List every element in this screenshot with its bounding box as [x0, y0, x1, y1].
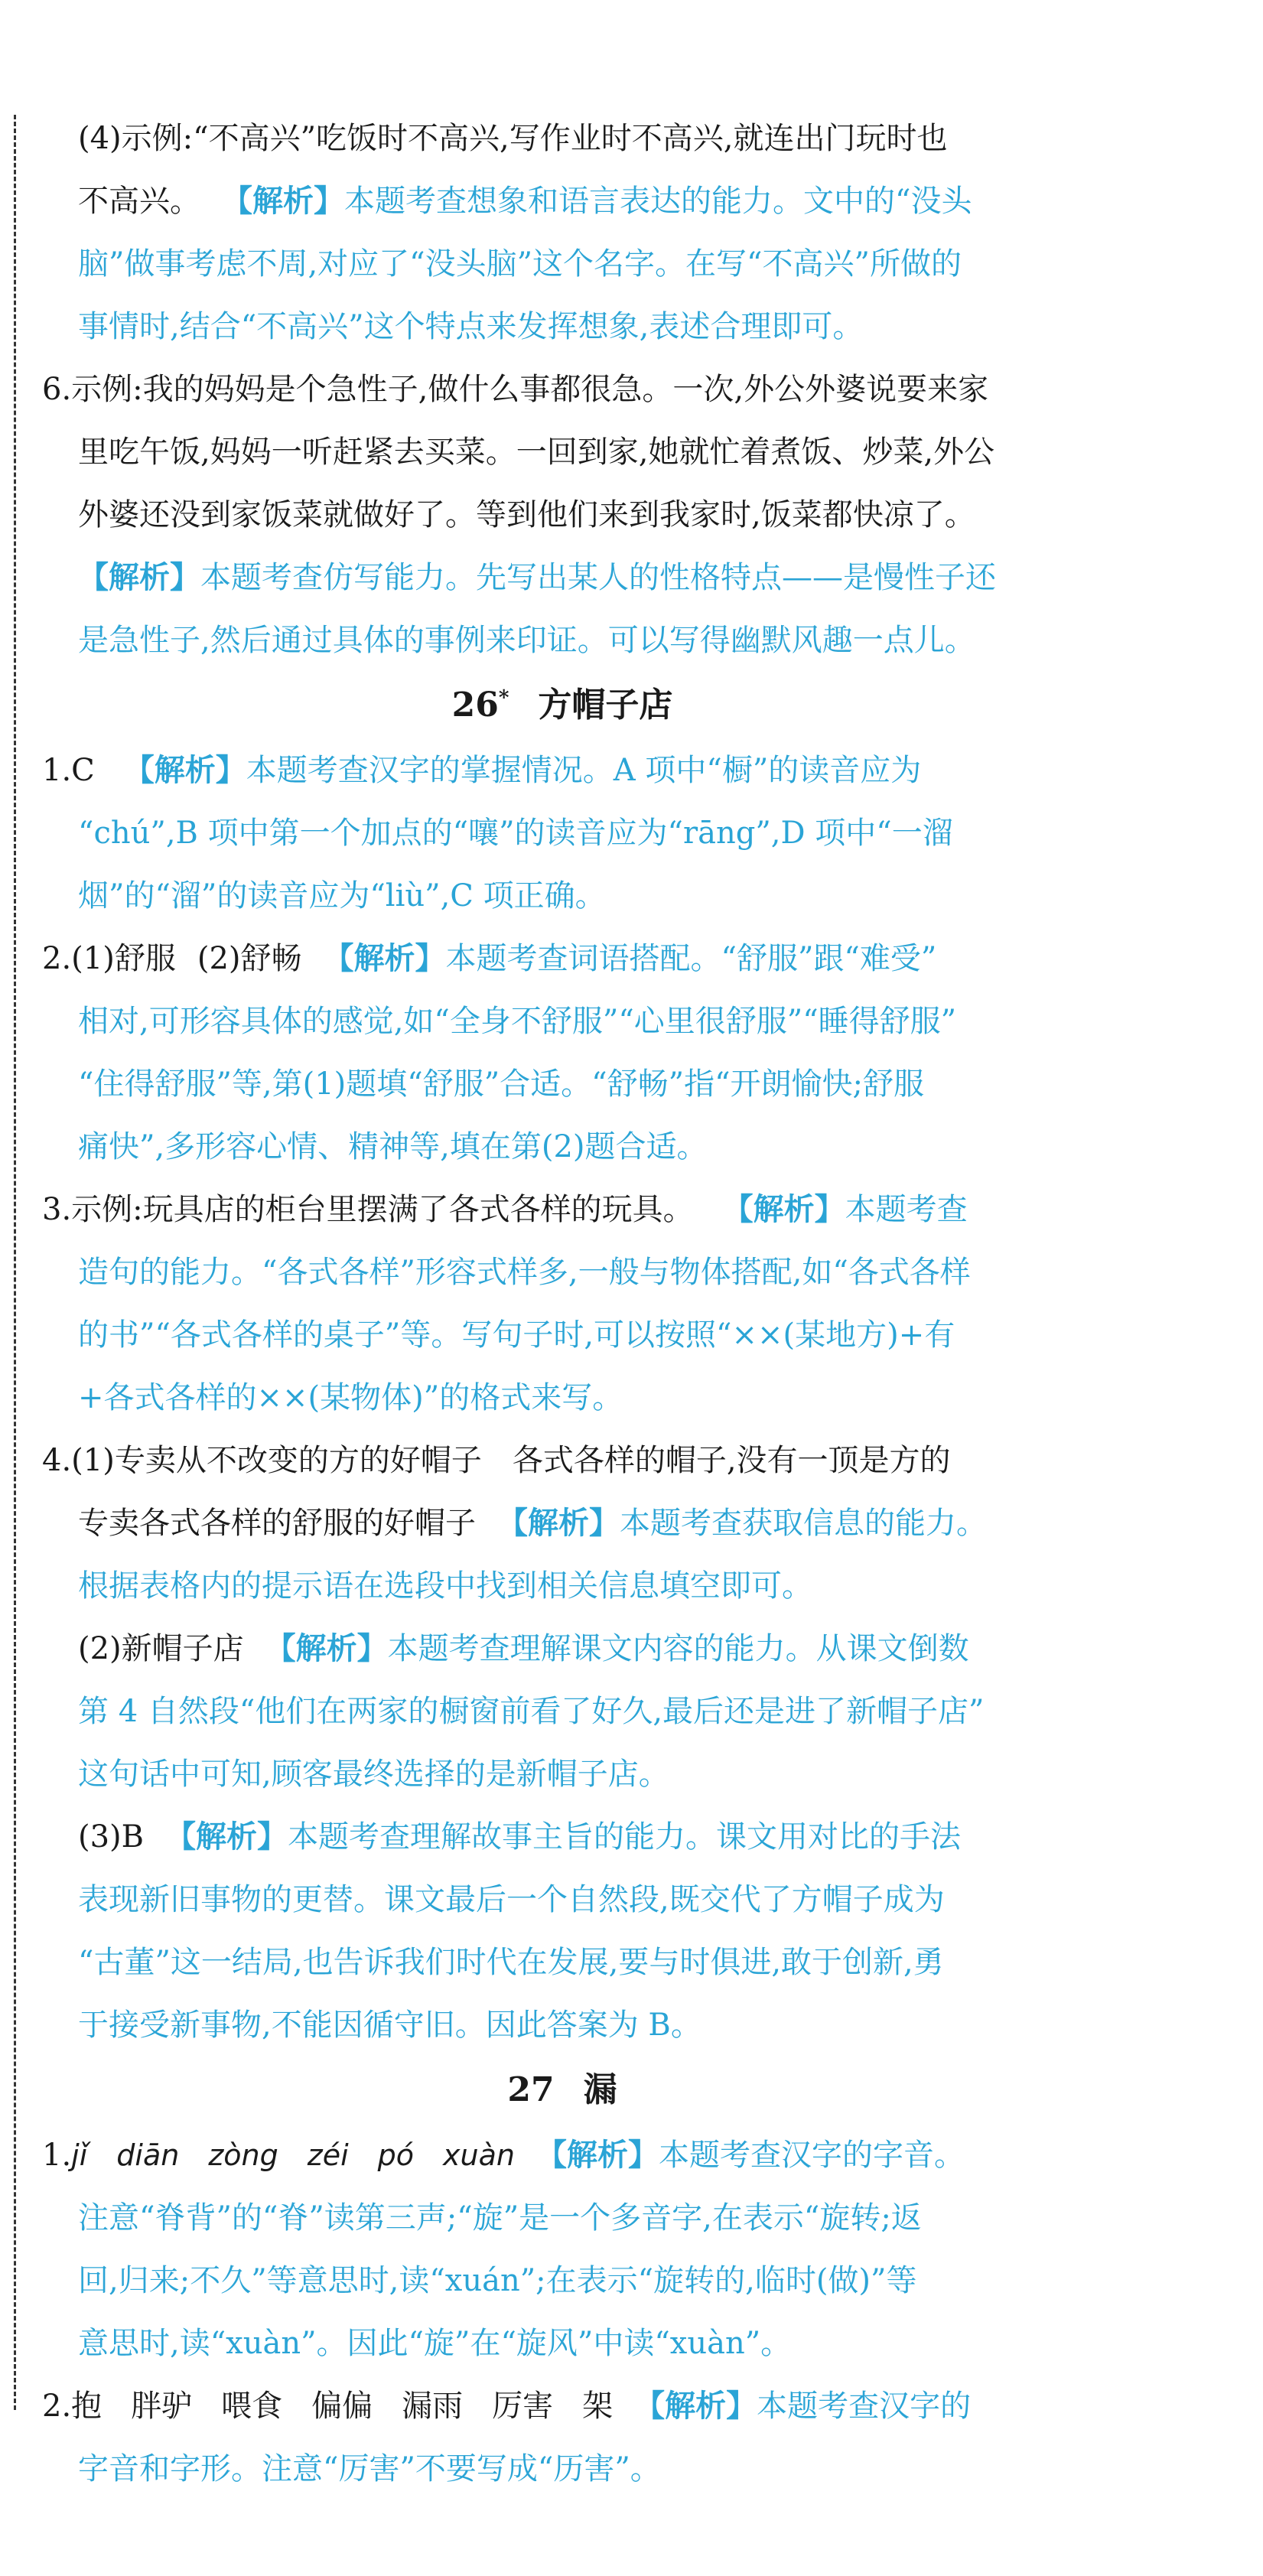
pinyin-answer: pó [377, 2138, 415, 2172]
answer-line: (2)新帽子店 【解析】本题考查理解课文内容的能力。从课文倒数 [78, 1630, 969, 1666]
answer-line: 6.示例:我的妈妈是个急性子,做什么事都很急。一次,外公外婆说要来家 [42, 372, 989, 407]
answer-line: 3.示例:玩具店的柜台里摆满了各式各样的玩具。 【解析】本题考查 [42, 1191, 968, 1227]
analysis-line: 事情时,结合“不高兴”这个特点来发挥想象,表述合理即可。 [78, 309, 864, 344]
lesson-number: 26 [451, 686, 499, 725]
analysis-tag: 【解析】 [634, 2388, 757, 2424]
analysis-line: 相对,可形容具体的感觉,如“全身不舒服”“心里很舒服”“睡得舒服” [78, 1004, 957, 1039]
analysis-line: 注意“脊背”的“脊”读第三声;“旋”是一个多音字,在表示“旋转;返 [78, 2200, 922, 2236]
analysis-line: 这句话中可知,顾客最终选择的是新帽子店。 [78, 1757, 669, 1792]
answer-26-q1 [42, 739, 1082, 927]
analysis-line: 表现新旧事物的更替。课文最后一个自然段,既交代了方帽子成为 [78, 1882, 945, 1917]
pinyin-answer: jǐ [71, 2138, 88, 2172]
answer-line: 不高兴。 【解析】本题考查想象和语言表达的能力。文中的“没头 [78, 183, 972, 219]
analysis-line: “chú”,B 项中第一个加点的“嚷”的读音应为“rāng”,D 项中“一溜 [78, 816, 953, 851]
question-number: 2. [42, 941, 72, 976]
answer-line: 1.C 【解析】本题考查汉字的掌握情况。A 项中“橱”的读音应为 [42, 752, 922, 788]
analysis-tag: 【解析】 [722, 1191, 845, 1227]
analysis-tag: 【解析】 [323, 940, 446, 976]
answer-27-q1 [42, 2124, 1082, 2375]
analysis-tag: 【解析】 [497, 1505, 620, 1541]
analysis-line: 痛快”,多形容心情、精神等,填在第(2)题合适。 [78, 1129, 708, 1164]
analysis-line: 脑”做事考虑不周,对应了“没头脑”这个名字。在写“不高兴”所做的 [78, 246, 962, 282]
question-number: 2. [42, 2389, 72, 2424]
analysis-line: “住得舒服”等,第(1)题填“舒服”合适。“舒畅”指“开朗愉快;舒服 [78, 1067, 924, 1102]
word-answer: 厉害 [492, 2389, 554, 2424]
word-answer: 漏雨 [402, 2389, 464, 2424]
answer-line: 专卖各式各样的舒服的好帽子 【解析】本题考查获取信息的能力。 [78, 1505, 987, 1541]
word-answer: 胖驴 [131, 2389, 193, 2424]
answer-line: (3)B 【解析】本题考查理解故事主旨的能力。课文用对比的手法 [78, 1819, 962, 1855]
question-number: 4. [42, 1443, 72, 1478]
lesson-number: 27 [507, 2070, 555, 2109]
answer-choice: C [71, 753, 95, 788]
lesson-title: 方帽子店 [538, 686, 673, 725]
analysis-line: 造句的能力。“各式各样”形容式样多,一般与物体搭配,如“各式各样 [78, 1255, 971, 1290]
lesson-heading-27 [42, 2057, 1082, 2124]
answer-26-q4 [42, 1429, 1082, 2057]
answer-26-q2 [42, 927, 1082, 1178]
answer-q5-4 [42, 107, 1082, 358]
word-answer: 偏偏 [311, 2389, 373, 2424]
lesson-title: 漏 [583, 2070, 617, 2109]
analysis-tag: 【解析】 [265, 1630, 388, 1666]
answer-line: (4)示例:“不高兴”吃饭时不高兴,写作业时不高兴,就连出门玩时也 [78, 121, 948, 156]
question-number: 6. [42, 372, 72, 407]
question-number: 1. [42, 753, 72, 788]
word-answer: 抱 [71, 2389, 103, 2424]
analysis-line: 于接受新事物,不能因循守旧。因此答案为 B。 [78, 2008, 701, 2043]
analysis-line: “古董”这一结局,也告诉我们时代在发展,要与时俱进,敢于创新,勇 [78, 1945, 944, 1980]
analysis-line: 的书”“各式各样的桌子”等。写句子时,可以按照“××(某地方)+有 [78, 1317, 955, 1353]
analysis-line: +各式各样的××(某物体)”的格式来写。 [78, 1380, 623, 1415]
analysis-line: 第 4 自然段“他们在两家的橱窗前看了好久,最后还是进了新帽子店” [78, 1694, 985, 1729]
answer-q6 [42, 358, 1082, 672]
answer-line: 外婆还没到家饭菜就做好了。等到他们来到我家时,饭菜都快凉了。 [78, 497, 975, 532]
answer-27-q2 [42, 2375, 1082, 2500]
answer-line: 2.(1)舒服 (2)舒畅 【解析】本题考查词语搭配。“舒服”跟“难受” [42, 940, 937, 976]
analysis-line: 回,归来;不久”等意思时,读“xuán”;在表示“旋转的,临时(做)”等 [78, 2263, 917, 2298]
binding-dashed-line [14, 115, 16, 2410]
pinyin-answer: zòng [208, 2138, 278, 2172]
word-answer: 喂食 [221, 2389, 283, 2424]
question-number: 3. [42, 1192, 72, 1227]
analysis-tag: 【解析】 [78, 559, 200, 595]
pinyin-answer: diān [116, 2138, 180, 2172]
question-number: 1. [42, 2138, 72, 2173]
analysis-line: 是急性子,然后通过具体的事例来印证。可以写得幽默风趣一点儿。 [78, 623, 975, 658]
lesson-star: * [498, 686, 509, 710]
word-answer: 架 [582, 2389, 614, 2424]
answer-page [42, 107, 1082, 2500]
analysis-tag: 【解析】 [535, 2137, 659, 2173]
analysis-line: 字音和字形。注意“厉害”不要写成“历害”。 [78, 2451, 661, 2486]
answer-26-q3 [42, 1178, 1082, 1429]
analysis-line: 【解析】本题考查仿写能力。先写出某人的性格特点——是慢性子还 [78, 559, 996, 595]
answer-line: 里吃午饭,妈妈一听赶紧去买菜。一回到家,她就忙着煮饭、炒菜,外公 [78, 435, 995, 470]
answer-line: 2.抱 胖驴 喂食 偏偏 漏雨 厉害 架 【解析】本题考查汉字的 [42, 2388, 972, 2424]
analysis-tag: 【解析】 [165, 1819, 288, 1855]
answer-line: 1.jǐ diān zòng zéi pó xuàn 【解析】本题考查汉字的字音。 [42, 2137, 965, 2173]
analysis-line: 烟”的“溜”的读音应为“liù”,C 项正确。 [78, 878, 606, 913]
analysis-tag: 【解析】 [222, 183, 344, 219]
pinyin-answer: zéi [307, 2138, 349, 2172]
answer-line: 4.(1)专卖从不改变的方的好帽子 各式各样的帽子,没有一顶是方的 [42, 1443, 951, 1478]
analysis-line: 意思时,读“xuàn”。因此“旋”在“旋风”中读“xuàn”。 [78, 2326, 792, 2361]
analysis-line: 根据表格内的提示语在选段中找到相关信息填空即可。 [78, 1568, 812, 1604]
analysis-tag: 【解析】 [123, 752, 246, 788]
pinyin-answer: xuàn [443, 2138, 515, 2172]
lesson-heading-26 [42, 672, 1082, 739]
